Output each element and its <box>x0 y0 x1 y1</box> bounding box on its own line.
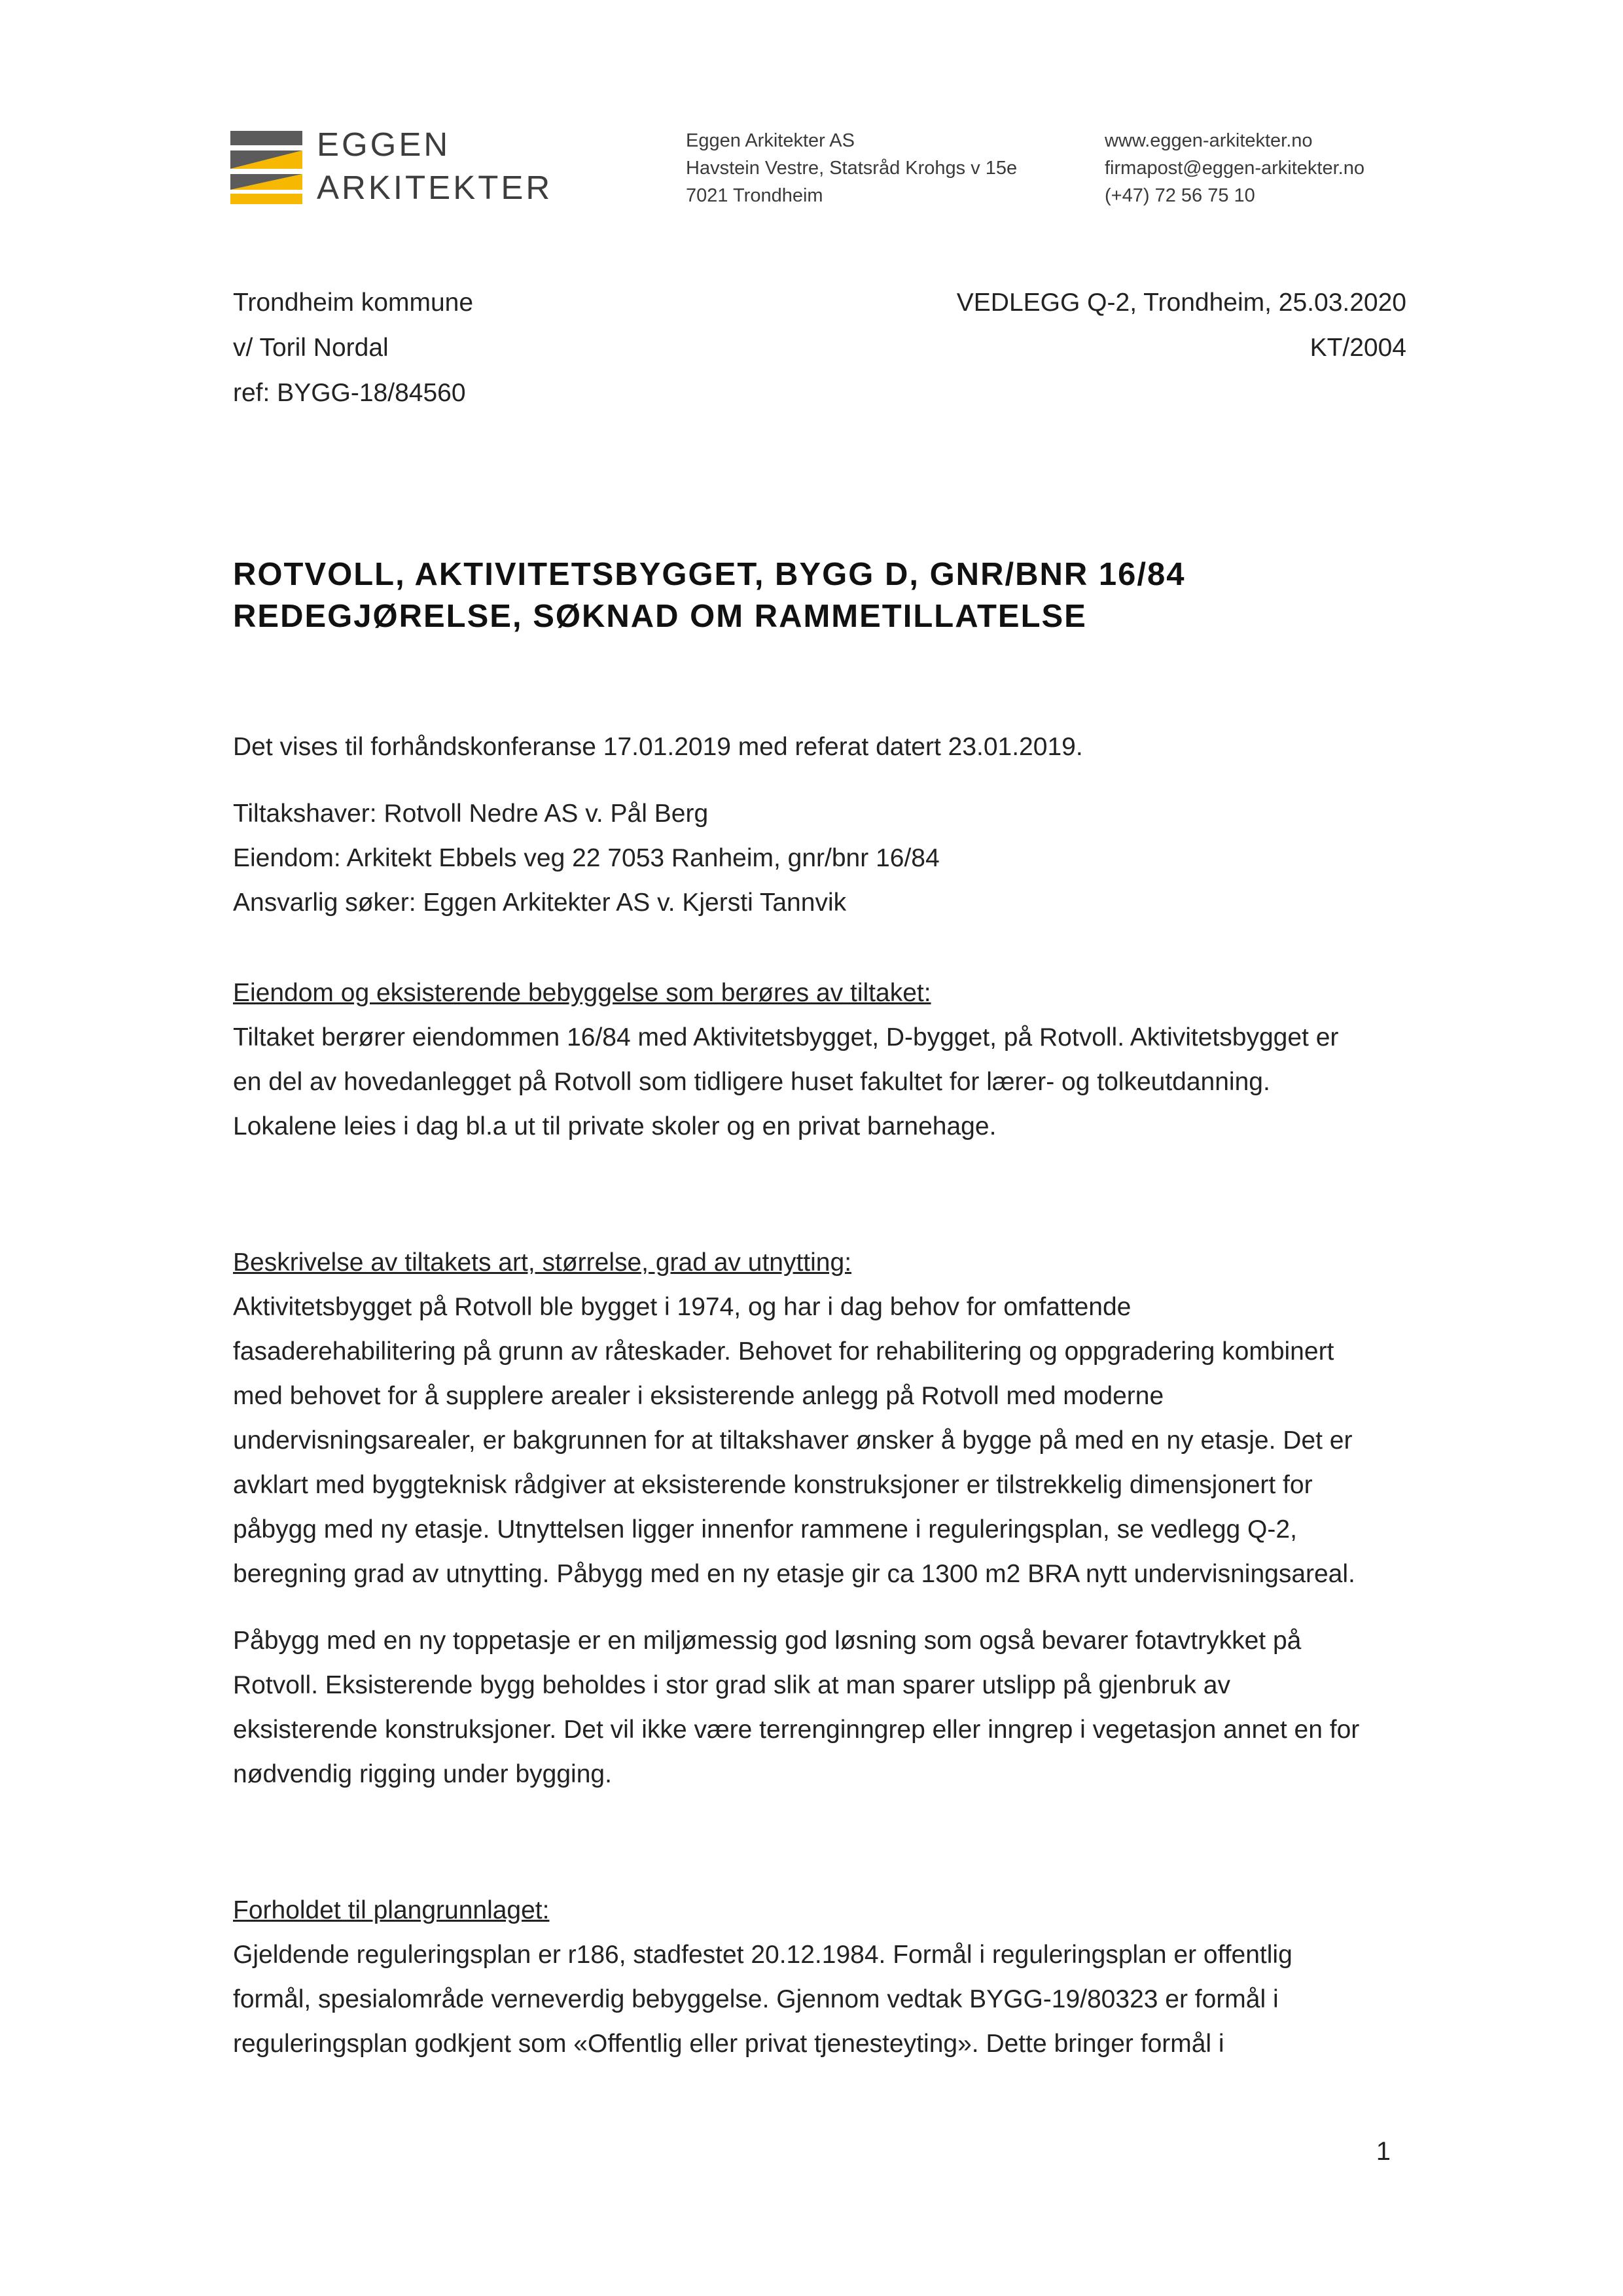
detail-line: Eiendom: Arkitekt Ebbels veg 22 7053 Ranheim, gnr/bnr 16/84 <box>233 844 940 872</box>
detail-line: Ansvarlig søker: Eggen Arkitekter AS v. Kjersti Tannvik <box>233 889 847 917</box>
body-line: reguleringsplan godkjent som «Offentlig eller privat tjenesteyting». Dette bringer formål i <box>233 2030 1224 2058</box>
body-line: formål, spesialområde verneverdig bebyggelse. Gjennom vedtak BYGG-19/80323 er formål i <box>233 1985 1279 2013</box>
company-contact <box>1105 127 1364 209</box>
body-line: Gjeldende reguleringsplan er r186, stadfestet 20.12.1984. Formål i reguleringsplan er offentlig <box>233 1941 1293 1969</box>
phone-number: (+47) 72 56 75 10 <box>1105 185 1255 206</box>
company-address <box>686 127 1017 209</box>
document-meta <box>957 280 1406 370</box>
body-line: Lokalene leies i dag bl.a ut til private skoler og en privat barnehage. <box>233 1112 997 1140</box>
document-title <box>233 554 1185 637</box>
recipient-line: v/ Toril Nordal <box>233 334 389 362</box>
email-link[interactable]: firmapost@eggen-arkitekter.no <box>1105 158 1364 179</box>
body-line: avklart med byggteknisk rådgiver at eksisterende konstruksjoner er tilstrekkelig dimensjonert for <box>233 1471 1313 1499</box>
body-line: påbygg med ny etasje. Utnyttelsen ligger innenfor rammene i reguleringsplan, se vedlegg Q-2, <box>233 1515 1297 1544</box>
intro-paragraph: Det vises til forhåndskonferanse 17.01.2019 med referat datert 23.01.2019. <box>233 733 1083 761</box>
eggen-arkitekter-logo-icon <box>230 131 302 204</box>
body-line: Tiltaket berører eiendommen 16/84 med Aktivitetsbygget, D-bygget, på Rotvoll. Aktivitetsbygget er <box>233 1023 1339 1051</box>
body-line: beregning grad av utnytting. Påbygg med en ny etasje gir ca 1300 m2 BRA nytt undervisningsareal. <box>233 1560 1355 1588</box>
logo-line-1: EGGEN <box>317 126 451 163</box>
body-line: med behovet for å supplere arealer i eksisterende anlegg på Rotvoll med moderne <box>233 1382 1164 1410</box>
logo-line-2: ARKITEKTER <box>317 169 553 206</box>
title-line: ROTVOLL, AKTIVITETSBYGGET, BYGG D, GNR/BNR 16/84 <box>233 557 1186 592</box>
section-heading: Forholdet til plangrunnlaget: <box>233 1896 550 1924</box>
address-line: Eggen Arkitekter AS <box>686 130 855 151</box>
body-line: en del av hovedanlegget på Rotvoll som tidligere huset fakultet for lærer- og tolkeutdanning. <box>233 1068 1270 1096</box>
company-logo-text <box>317 123 552 209</box>
body-line: eksisterende konstruksjoner. Det vil ikke være terrenginngrep eller inngrep i vegetasjon annet en for <box>233 1716 1360 1744</box>
section-heading: Beskrivelse av tiltakets art, størrelse, grad av utnytting: <box>233 1248 852 1277</box>
body-line: Rotvoll. Eksisterende bygg beholdes i stor grad slik at man sparer utslipp på gjenbruk av <box>233 1671 1230 1699</box>
reference-code: KT/2004 <box>1310 334 1406 362</box>
address-line: Havstein Vestre, Statsråd Krohgs v 15e <box>686 158 1018 179</box>
body-line: Påbygg med en ny toppetasje er en miljømessig god løsning som også bevarer fotavtrykket på <box>233 1627 1302 1655</box>
body-line: nødvendig rigging under bygging. <box>233 1760 612 1788</box>
body-line: fasaderehabilitering på grunn av råteskader. Behovet for rehabilitering og oppgradering kombinert <box>233 1337 1334 1366</box>
title-line: REDEGJØRELSE, SØKNAD OM RAMMETILLATELSE <box>233 599 1087 634</box>
document-body <box>233 725 1404 2066</box>
address-line: 7021 Trondheim <box>686 185 823 206</box>
page-number: 1 <box>1376 2137 1391 2166</box>
website-link[interactable]: www.eggen-arkitekter.no <box>1105 130 1313 151</box>
section-heading: Eiendom og eksisterende bebyggelse som berøres av tiltaket: <box>233 979 931 1007</box>
attachment-date-line: VEDLEGG Q-2, Trondheim, 25.03.2020 <box>956 289 1406 317</box>
recipient-line: Trondheim kommune <box>233 289 474 317</box>
detail-line: Tiltakshaver: Rotvoll Nedre AS v. Pål Berg <box>233 800 709 828</box>
recipient-block <box>233 280 473 415</box>
body-line: undervisningsarealer, er bakgrunnen for at tiltakshaver ønsker å bygge på med en ny etasje. Det er <box>233 1426 1353 1455</box>
body-line: Aktivitetsbygget på Rotvoll ble bygget i 1974, og har i dag behov for omfattende <box>233 1293 1132 1321</box>
recipient-line: ref: BYGG-18/84560 <box>233 379 466 407</box>
